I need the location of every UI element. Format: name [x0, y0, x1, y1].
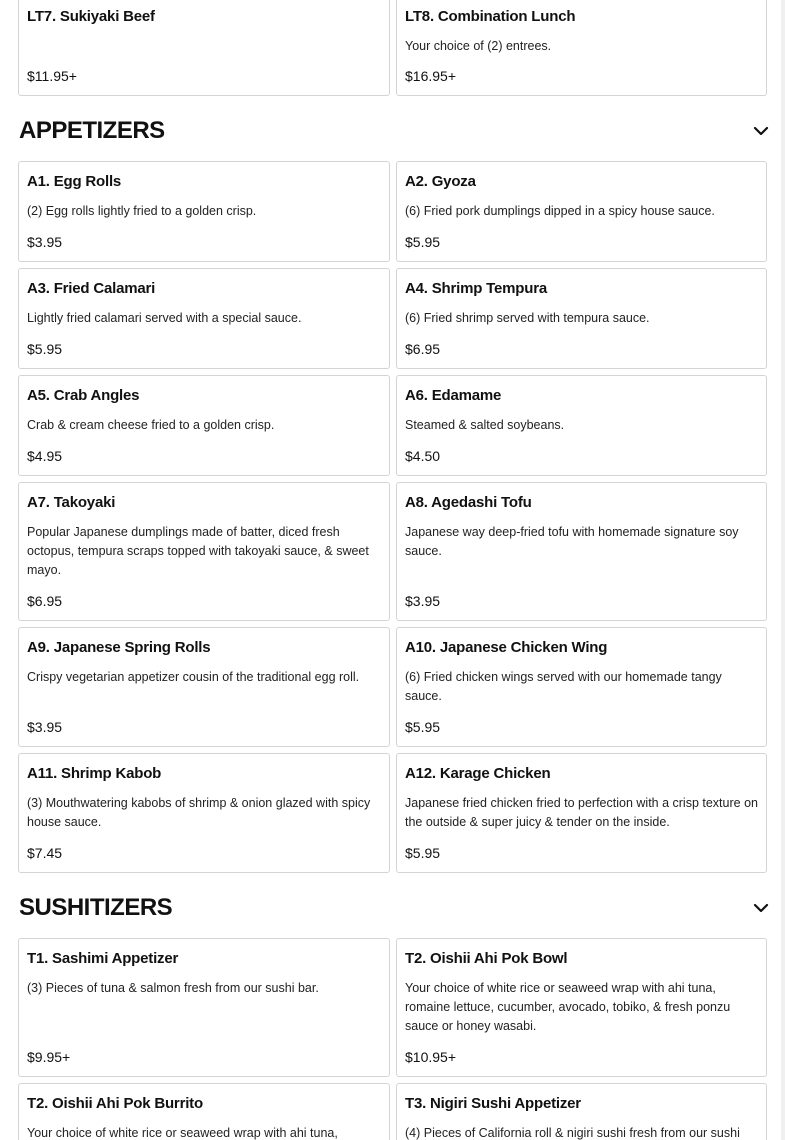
menu-item-card[interactable] — [18, 161, 390, 262]
item-description — [27, 37, 381, 56]
item-price: $5.95 — [27, 341, 63, 357]
item-description: Japanese way deep-fried tofu with homemade signature soy sauce. — [405, 525, 739, 558]
item-price: $5.95 — [405, 234, 441, 250]
item-price: $7.45 — [27, 845, 63, 861]
item-name: LT8. Combination Lunch — [405, 8, 576, 25]
item-price: $5.95 — [405, 845, 441, 861]
sushitizers-section-header[interactable] — [19, 893, 769, 923]
item-price: $6.95 — [27, 593, 63, 609]
item-description: Lightly fried calamari served with a special sauce. — [27, 311, 302, 325]
menu-item-card[interactable] — [396, 627, 767, 747]
menu-item-card[interactable] — [18, 482, 390, 621]
item-price: $3.95 — [405, 593, 441, 609]
item-name: T2. Oishii Ahi Pok Bowl — [405, 950, 568, 967]
scrollbar[interactable] — [781, 0, 785, 1140]
item-name: A5. Crab Angles — [27, 387, 140, 404]
item-description: (6) Fried shrimp served with tempura sauce. — [405, 311, 650, 325]
item-price: $6.95 — [405, 341, 441, 357]
item-description: Popular Japanese dumplings made of batter, diced fresh octopus, tempura scraps topped with takoyaki sauce, & sweet mayo. — [27, 525, 369, 577]
section-title: APPETIZERS — [19, 117, 165, 144]
item-description: (6) Fried pork dumplings dipped in a spicy house sauce. — [405, 204, 715, 218]
menu-item-card[interactable] — [18, 627, 390, 747]
menu-item-card[interactable] — [18, 268, 390, 369]
item-name: A8. Agedashi Tofu — [405, 494, 532, 511]
menu-item-card[interactable] — [18, 375, 390, 476]
menu-item-card[interactable] — [396, 268, 767, 369]
appetizers-grid — [18, 161, 767, 873]
menu-item-card[interactable] — [18, 938, 390, 1077]
sushitizers-grid — [18, 938, 767, 1140]
item-name: A9. Japanese Spring Rolls — [27, 639, 211, 656]
lunch-items-grid — [18, 0, 767, 96]
item-description: (4) Pieces of California roll & nigiri sushi fresh from our sushi — [405, 1126, 740, 1140]
item-price: $3.95 — [27, 234, 63, 250]
menu-item-card[interactable] — [396, 482, 767, 621]
item-price: $4.50 — [405, 448, 441, 464]
item-description: Your choice of (2) entrees. — [405, 39, 552, 53]
item-description: Steamed & salted soybeans. — [405, 418, 565, 432]
item-name: T3. Nigiri Sushi Appetizer — [405, 1095, 581, 1112]
item-name: LT7. Sukiyaki Beef — [27, 8, 155, 25]
menu-item-card[interactable] — [396, 375, 767, 476]
section-title: SUSHITIZERS — [19, 894, 173, 921]
item-price: $5.95 — [405, 719, 441, 735]
item-name: T1. Sashimi Appetizer — [27, 950, 179, 967]
item-name: A6. Edamame — [405, 387, 502, 404]
menu-item-card[interactable] — [396, 161, 767, 262]
item-name: A11. Shrimp Kabob — [27, 765, 162, 782]
item-price: $10.95+ — [405, 1049, 456, 1065]
item-name: A3. Fried Calamari — [27, 280, 156, 297]
menu-item-card[interactable] — [396, 753, 767, 873]
item-description: (2) Egg rolls lightly fried to a golden crisp. — [27, 204, 257, 218]
chevron-down-icon[interactable] — [753, 123, 769, 139]
item-name: A1. Egg Rolls — [27, 173, 122, 190]
item-name: A2. Gyoza — [405, 173, 476, 190]
item-description: (6) Fried chicken wings served with our homemade tangy sauce. — [405, 670, 722, 703]
item-description: Crab & cream cheese fried to a golden crisp. — [27, 418, 275, 432]
menu-item-card[interactable] — [396, 0, 767, 96]
menu-item-card[interactable] — [396, 1083, 767, 1140]
item-name: A10. Japanese Chicken Wing — [405, 639, 608, 656]
menu-item-card[interactable] — [18, 1083, 390, 1140]
item-price: $16.95+ — [405, 68, 456, 84]
item-name: A4. Shrimp Tempura — [405, 280, 547, 297]
item-description: Your choice of white rice or seaweed wrap with ahi tuna, — [27, 1126, 338, 1140]
item-description: (3) Mouthwatering kabobs of shrimp & onion glazed with spicy house sauce. — [27, 796, 371, 829]
item-description: Japanese fried chicken fried to perfection with a crisp texture on the outside & super juicy & tender on the inside. — [405, 796, 758, 829]
item-description: (3) Pieces of tuna & salmon fresh from our sushi bar. — [27, 981, 319, 995]
item-name: A12. Karage Chicken — [405, 765, 551, 782]
item-price: $4.95 — [27, 448, 63, 464]
item-description: Crispy vegetarian appetizer cousin of the traditional egg roll. — [27, 670, 360, 684]
item-price: $3.95 — [27, 719, 63, 735]
item-name: A7. Takoyaki — [27, 494, 116, 511]
chevron-down-icon[interactable] — [753, 900, 769, 916]
appetizers-section-header[interactable] — [19, 116, 769, 146]
item-name: T2. Oishii Ahi Pok Burrito — [27, 1095, 203, 1112]
menu-item-card[interactable] — [396, 938, 767, 1077]
menu-item-card[interactable] — [18, 753, 390, 873]
item-description: Your choice of white rice or seaweed wrap with ahi tuna, romaine lettuce, cucumber, avocado, tobiko, & fresh ponzu sauce or honey wasabi. — [405, 981, 731, 1033]
item-price: $11.95+ — [27, 68, 77, 84]
item-price: $9.95+ — [27, 1049, 71, 1065]
menu-item-card[interactable] — [18, 0, 390, 96]
